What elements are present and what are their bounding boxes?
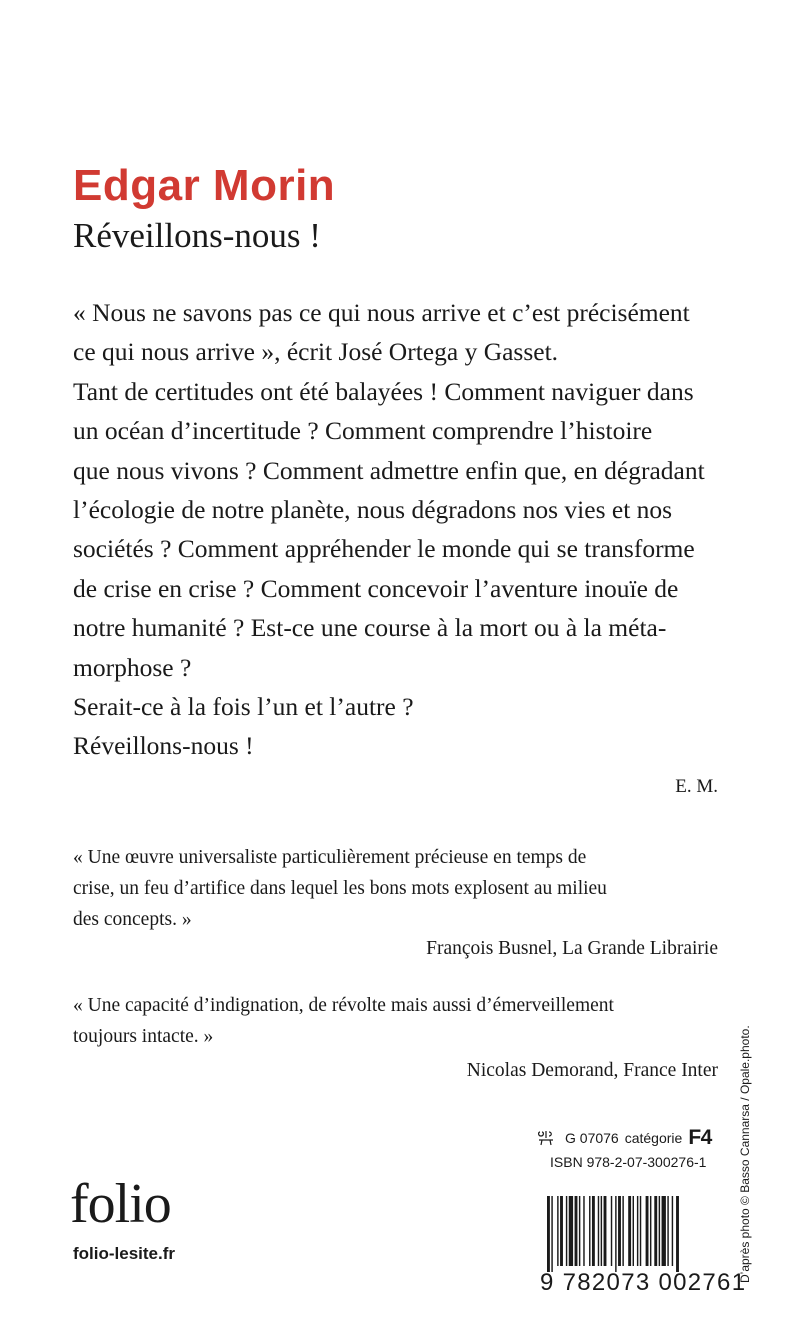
barcode-bar xyxy=(633,1196,634,1266)
barcode-bar xyxy=(615,1196,616,1272)
author-name: Edgar Morin xyxy=(73,161,336,210)
barcode-bar xyxy=(618,1196,621,1266)
barcode-bar xyxy=(560,1196,563,1266)
blurb-line: « Nous ne savons pas ce qui nous arrive et c’est précisément xyxy=(73,298,690,327)
publication-codes xyxy=(537,1127,727,1173)
publisher-website[interactable]: folio-lesite.fr xyxy=(73,1244,176,1263)
barcode-bar xyxy=(676,1196,679,1272)
blurb-line: l’écologie de notre planète, nous dégradons nos vies et nos xyxy=(73,494,673,524)
blurb-line: que nous vivons ? Comment admettre enfin que, en dégradant xyxy=(73,455,705,485)
barcode-bar xyxy=(650,1196,651,1266)
barcode-bar xyxy=(662,1196,666,1266)
barcode-bar xyxy=(601,1196,602,1266)
category-label: catégorie xyxy=(624,1130,683,1146)
barcode-bar xyxy=(654,1196,657,1266)
quote-line: crise, un feu d’artifice dans lequel les bons mots explosent au milieu xyxy=(73,878,607,899)
barcode-bar xyxy=(628,1196,631,1266)
folio-mini-logo-icon xyxy=(537,1130,555,1146)
barcode-bar xyxy=(569,1196,573,1266)
barcode-bar xyxy=(622,1196,623,1266)
blurb-line: notre humanité ? Est-ce une course à la mort ou à la méta- xyxy=(73,613,667,643)
blurb-signature: E. M. xyxy=(675,776,718,797)
blurb-line: Réveillons-nous ! xyxy=(73,731,254,761)
press-quote xyxy=(73,842,728,935)
barcode-bar xyxy=(604,1196,607,1266)
blurb-line: de crise en crise ? Comment concevoir l’aventure inouïe de xyxy=(73,573,679,603)
quote-attribution: Nicolas Demorand, France Inter xyxy=(466,1060,718,1081)
barcode-bar xyxy=(672,1196,673,1266)
book-title: Réveillons-nous ! xyxy=(73,216,321,255)
quote-attribution: François Busnel, La Grande Librairie xyxy=(426,938,718,959)
press-quote xyxy=(73,990,728,1052)
barcode-bar xyxy=(667,1196,668,1266)
barcode-bar xyxy=(646,1196,649,1266)
barcode-digits: 9 782073 002761 xyxy=(540,1269,747,1296)
barcode-bar xyxy=(583,1196,584,1266)
quote-line: « Une œuvre universaliste particulièrement précieuse en temps de xyxy=(73,847,587,868)
blurb-line: un océan d’incertitude ? Comment comprendre l’histoire xyxy=(73,416,653,446)
barcode-bar xyxy=(575,1196,578,1266)
barcode-bar xyxy=(547,1196,550,1272)
barcode-bar xyxy=(557,1196,558,1266)
barcode xyxy=(545,1196,725,1272)
blurb xyxy=(73,293,723,766)
barcode-bar xyxy=(579,1196,580,1266)
quote-line: « Une capacité d’indignation, de révolte mais aussi d’émerveillement xyxy=(73,995,614,1016)
barcode-bar xyxy=(640,1196,641,1266)
quote-line: des concepts. » xyxy=(73,909,192,930)
blurb-line: Tant de certitudes ont été balayées ! Comment naviguer dans xyxy=(73,376,694,406)
blurb-line: ce qui nous arrive », écrit José Ortega y Gasset. xyxy=(73,337,559,367)
quote-line: toujours intacte. » xyxy=(73,1026,214,1047)
barcode-bar xyxy=(592,1196,595,1266)
barcode-bar xyxy=(589,1196,590,1266)
blurb-line: Serait-ce à la fois l’un et l’autre ? xyxy=(73,691,414,721)
barcode-bar xyxy=(611,1196,612,1266)
blurb-line: sociétés ? Comment appréhender le monde qui se transforme xyxy=(73,534,695,564)
barcode-bar xyxy=(598,1196,599,1266)
barcode-bar xyxy=(659,1196,660,1266)
reference-code: G 07076 xyxy=(565,1130,619,1146)
category-code: F4 xyxy=(688,1126,712,1149)
publisher-logo: folio xyxy=(70,1173,171,1235)
blurb-line: morphose ? xyxy=(73,652,192,682)
barcode-bar xyxy=(551,1196,552,1272)
barcode-bar xyxy=(637,1196,638,1266)
photo-credit: D’après photo © Basso Cannarsa / Opale.photo. xyxy=(738,1025,752,1283)
isbn: ISBN 978-2-07-300276-1 xyxy=(550,1154,707,1170)
barcode-bar xyxy=(566,1196,567,1266)
